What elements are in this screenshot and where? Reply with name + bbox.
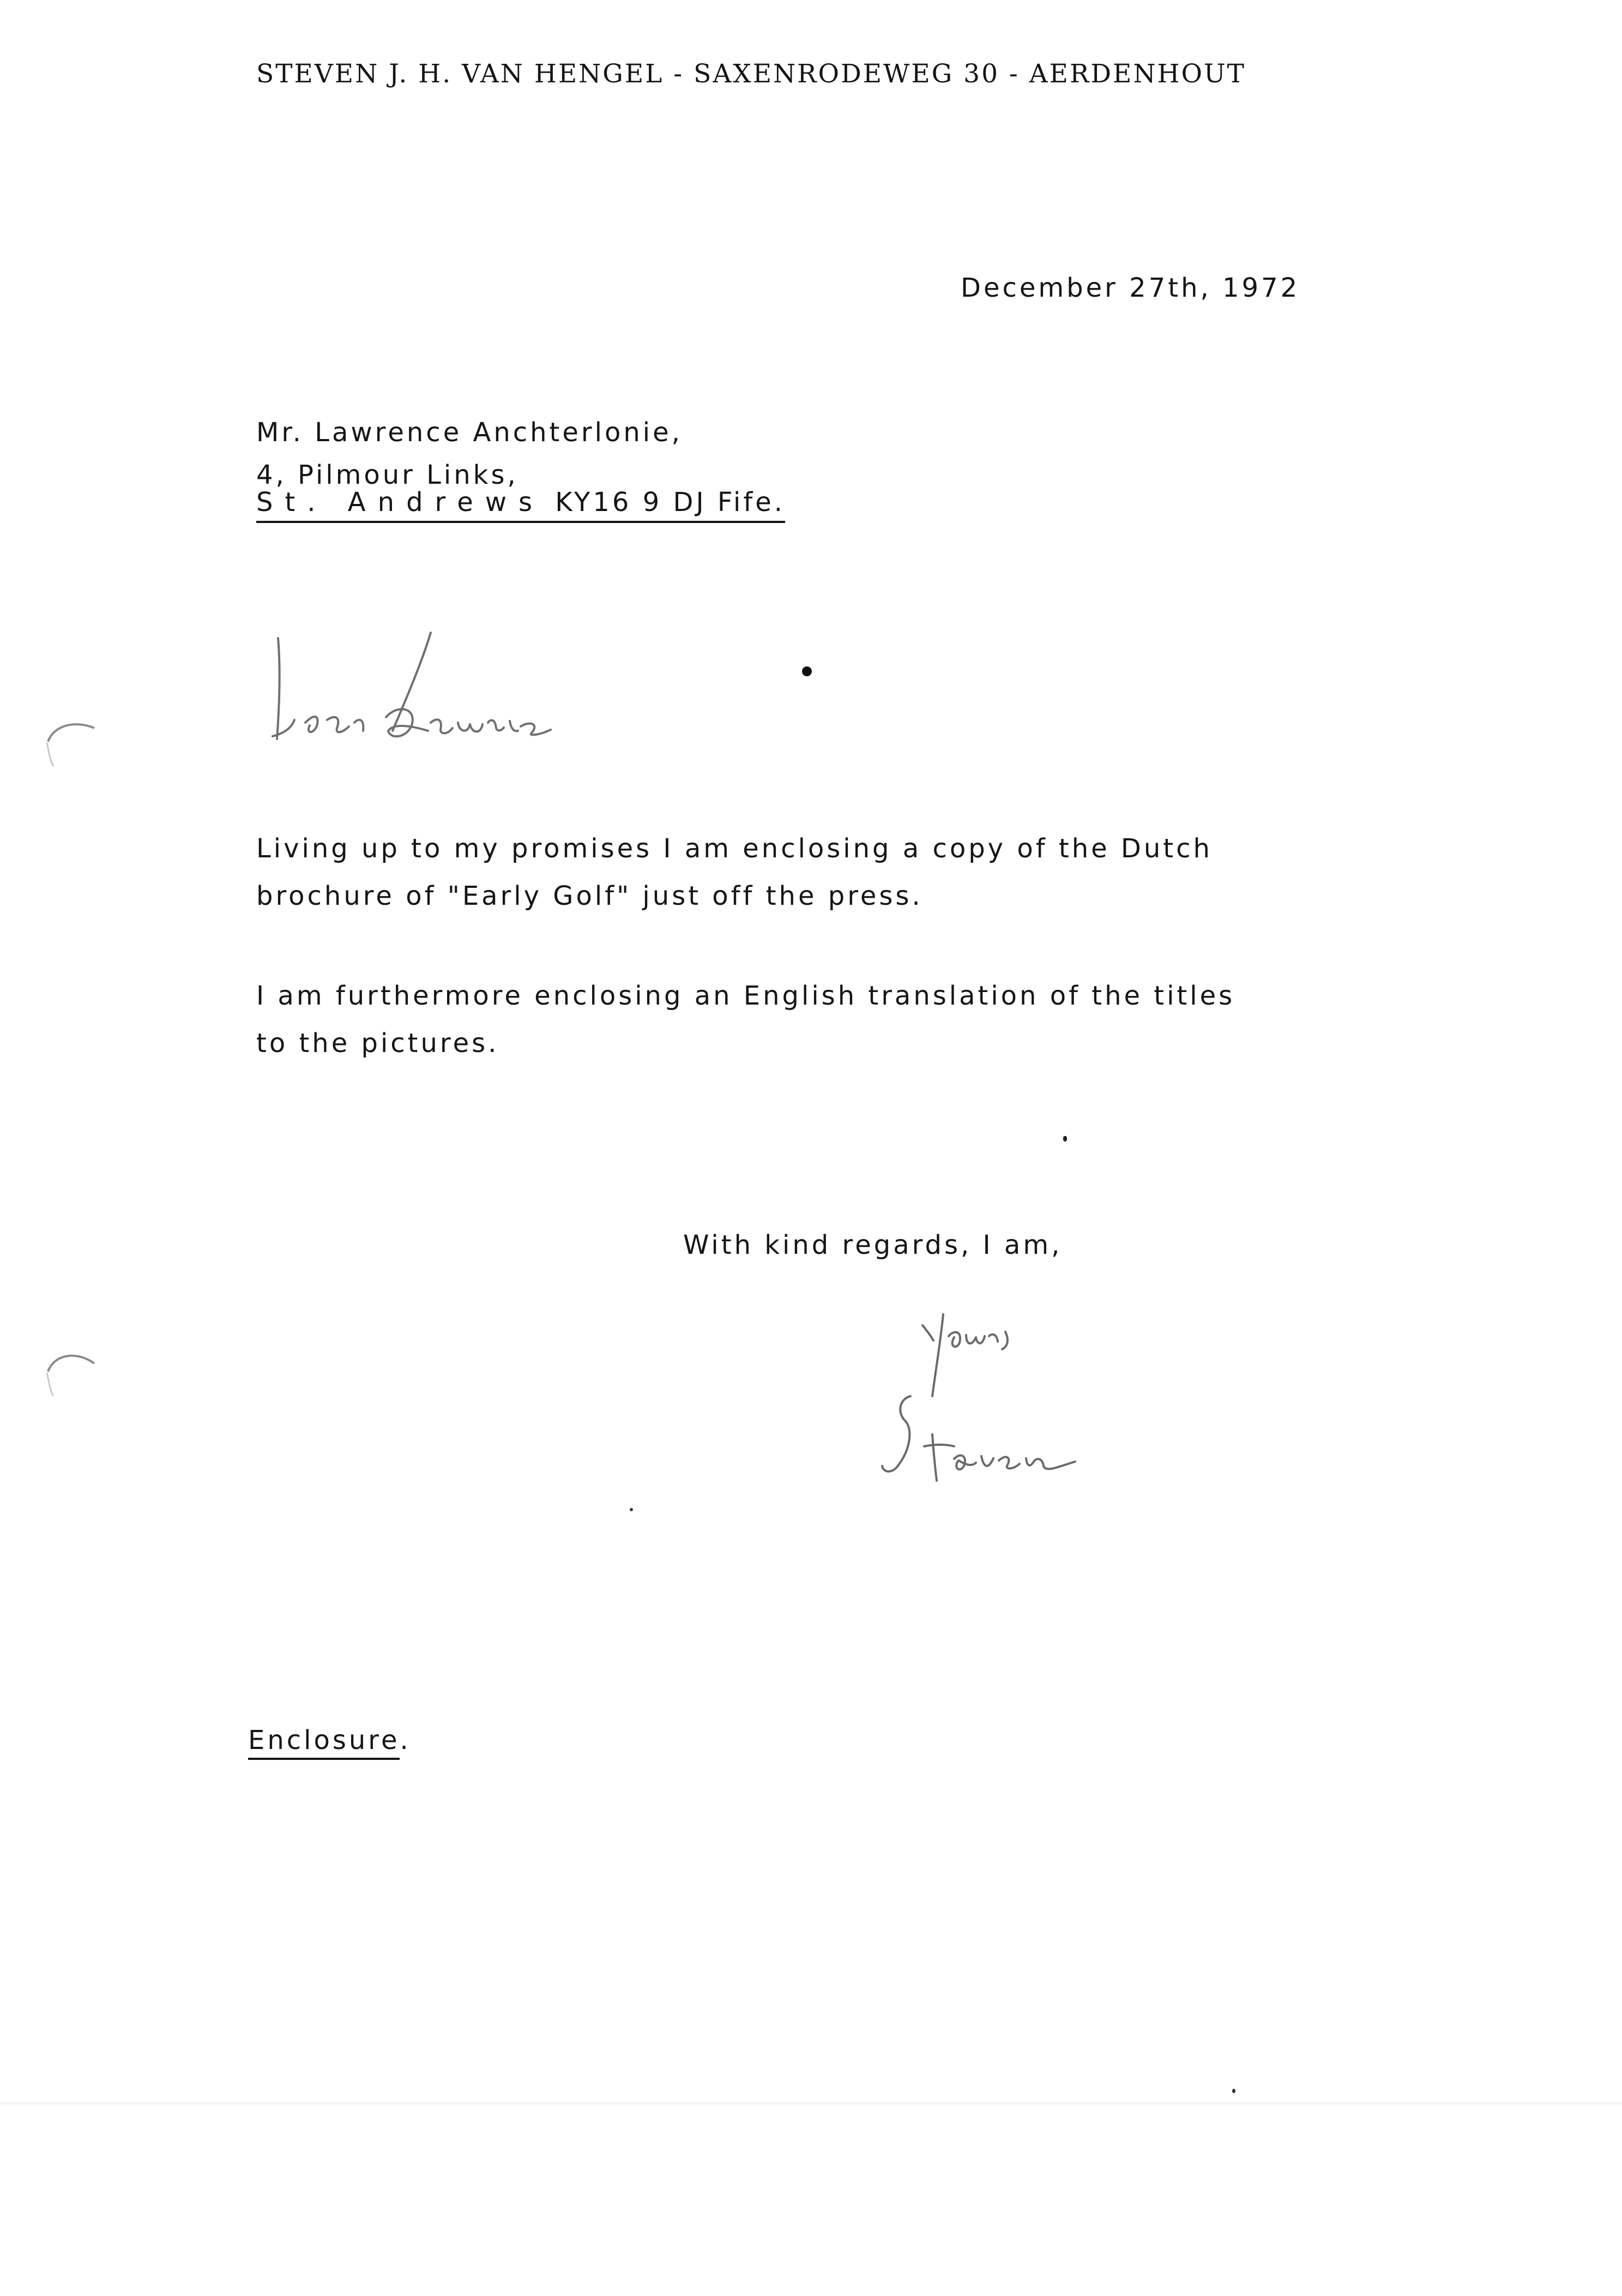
handwritten-salutation	[267, 627, 605, 753]
recipient-name: Mr. Lawrence Anchterlonie,	[256, 417, 683, 448]
recipient-street: 4, Pilmour Links,	[256, 460, 518, 490]
handwritten-signature	[872, 1303, 1156, 1532]
enclosure-label: Enclosure	[248, 1725, 400, 1760]
ink-speck	[1232, 2089, 1235, 2093]
ink-speck	[630, 1508, 633, 1511]
body-paragraph-1-line-1: Living up to my promises I am enclosing a copy of the Dutch	[256, 833, 1213, 864]
punch-hole-bottom	[43, 1339, 102, 1399]
body-paragraph-2-line-1: I am furthermore enclosing an English translation of the titles	[256, 981, 1235, 1011]
ink-speck	[1063, 1136, 1067, 1141]
letter-date: December 27th, 1972	[961, 273, 1300, 303]
recipient-postcode: KY16 9 DJ Fife.	[555, 487, 786, 518]
letterhead: STEVEN J. H. VAN HENGEL - SAXENRODEWEG 30 - AERDENHOUT	[256, 59, 1246, 89]
enclosure-note	[248, 1725, 411, 1756]
recipient-town: St. Andrews	[256, 487, 545, 518]
body-paragraph-1-line-2: brochure of "Early Golf" just off the press.	[256, 881, 923, 911]
punch-hole-top	[43, 709, 102, 769]
body-paragraph-2-line-2: to the pictures.	[256, 1028, 499, 1059]
enclosure-period: .	[400, 1725, 411, 1756]
ink-dot	[802, 666, 812, 676]
closing: With kind regards, I am,	[683, 1230, 1063, 1260]
scan-margin	[0, 2105, 1622, 2296]
recipient-city	[256, 487, 785, 523]
